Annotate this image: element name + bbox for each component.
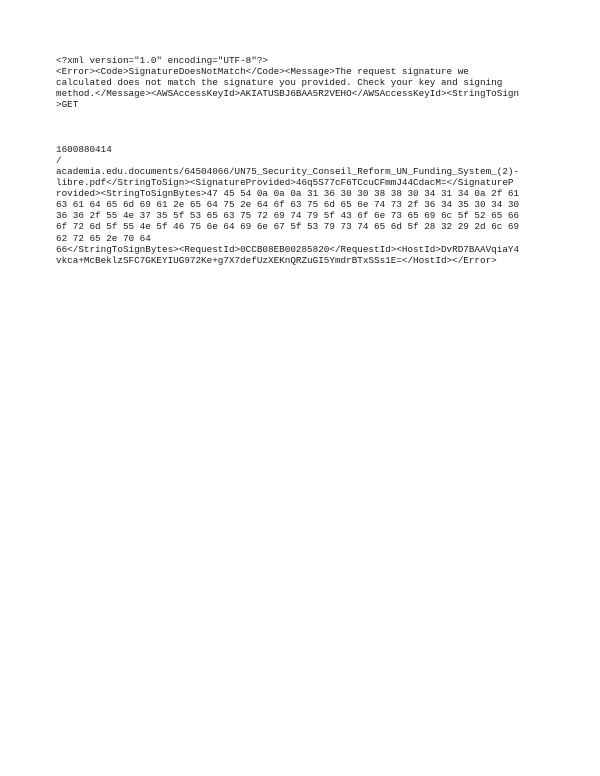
request-id-line: 66</StringToSignBytes><RequestId>0CCB08EB00285820</RequestId><HostId>DvRD7BAAVqiaY4 <box>56 243 520 255</box>
bytes-line: 36 36 2f 55 4e 37 35 5f 53 65 63 75 72 69 74 79 5f 43 6f 6e 73 65 69 6c 5f 52 65 66 <box>56 210 520 222</box>
resource-path-line: academia.edu.documents/64504066/UN75_Security_Conseil_Reform_UN_Funding_System_(2)- <box>56 165 520 177</box>
blank-line <box>56 110 548 121</box>
error-code-line: <Error><Code>SignatureDoesNotMatch</Code><Message>The request signature we <box>56 66 469 78</box>
host-id-line: vkca+McBeklzSFC7GKEYIUG972Ke+g7X7defUzXEKnQRZuGI5YmdrBTxSSs1E=</HostId></Error> <box>56 254 497 266</box>
bytes-line: 6f 72 6d 5f 55 4e 5f 46 75 6e 64 69 6e 67 5f 53 79 73 74 65 6d 5f 28 32 29 2d 6c 69 <box>56 221 520 233</box>
bytes-line: 63 61 64 65 6d 69 61 2e 65 64 75 2e 64 6f 63 75 6d 65 6e 74 73 2f 36 34 35 30 34 30 <box>56 199 520 211</box>
xml-error-document <box>56 55 548 266</box>
xml-declaration-line: <?xml version="1.0" encoding="UTF-8"?> <box>56 55 269 66</box>
access-key-line: method.</Message><AWSAccessKeyId>AKIATUSBJ6BAA5R2VEHO</AWSAccessKeyId><StringToSign <box>56 88 520 100</box>
error-message-line: calculated does not match the signature you provided. Check your key and signing <box>56 77 503 89</box>
string-to-sign-bytes-line: rovided><StringToSignBytes>47 45 54 0a 0a 0a 31 36 30 30 38 38 30 34 31 34 0a 2f 61 <box>56 188 520 200</box>
bytes-line: 62 72 65 2e 70 64 <box>56 232 151 244</box>
string-to-sign-method-line: >GET <box>56 99 79 111</box>
timestamp-line: 1600880414 <box>56 143 112 155</box>
blank-line <box>56 133 548 144</box>
blank-line <box>56 122 548 133</box>
signature-provided-line: libre.pdf</StringToSign><SignatureProvided>46q5S77cF6TCcuCFmmJ44CdacM=</SignatureP <box>56 177 514 189</box>
slash-line: / <box>56 154 62 166</box>
